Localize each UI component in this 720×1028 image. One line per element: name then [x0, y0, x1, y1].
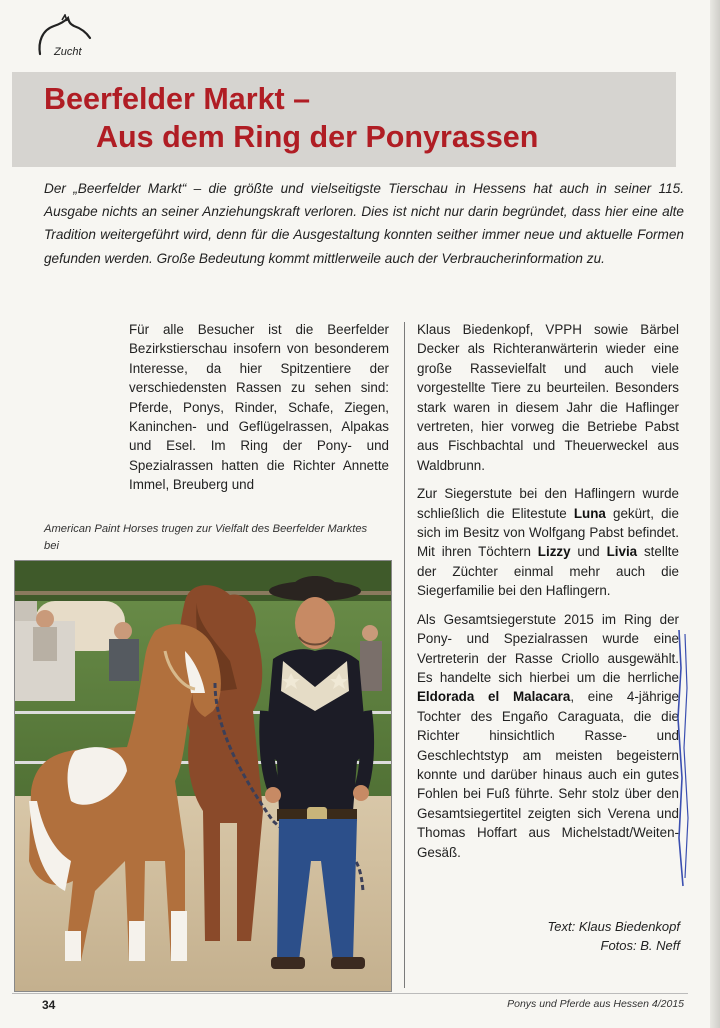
- body-paragraph-left: Für alle Besucher ist die Beerfelder Bezirkstierschau insofern von besonderem Interesse, da hier Spitzentiere der verschiedensten Rassen zu sehen sind: Pferde, Ponys, Rinder, Schafe, Ziegen, Kaninchen- und Geflügelrassen, Alpakas und Esel. Im Ring der Pony- und Spezialrassen hatten die Richter Annette Immel, Breuberg und: [129, 322, 389, 493]
- intro-paragraph: Der „Beerfelder Markt“ – die größte und vielseitigste Tierschau in Hessens hat auch in seiner 115. Ausgabe nichts an seiner Anziehungskraft verloren. Dies ist nicht nur darin begründet, dass hier eine alte Tradition weitergeführt wird, denn für die Ausgestaltung konnten seither immer neue und aktuelle Formen gefunden werden. Große Bedeutung kommt mittlerweile auch der Verbraucherinformation zu.: [44, 181, 684, 266]
- photo-caption: American Paint Horses trugen zur Vielfalt des Beerfelder Marktes bei: [44, 523, 368, 552]
- p3-text-b: , eine 4-jährige Tochter des Engaño Caraguata, die die Richter hinsichtlich Rasse- und Geschlechtstyp am meisten begeistern konnte und darüber hinaus auch ein gutes Fohlen bei Fuß führte. Sehr stolz über den Gesamtsiegertitel zeigten sich Verena und Thomas Hoffart aus Michelstadt/Weiten-Gesäß.: [417, 689, 679, 860]
- page-number: 34: [42, 998, 56, 1012]
- text-credit: Text: Klaus Biedenkopf: [547, 919, 680, 934]
- column-divider: [404, 322, 405, 988]
- title-line-1: Beerfelder Markt –: [44, 82, 311, 116]
- horse-name-livia: Livia: [606, 544, 638, 560]
- horse-name-lizzy: Lizzy: [537, 544, 571, 560]
- title-line-2: Aus dem Ring der Ponyrassen: [96, 120, 539, 154]
- body-paragraph-right-2: [417, 484, 679, 600]
- p2-text-a: Zur Siegerstute bei den Haflingern wurde schließlich die Elitestute: [417, 486, 679, 521]
- section-label: Zucht: [54, 46, 82, 58]
- publication-footer: Ponys und Pferde aus Hessen 4/2015: [507, 998, 684, 1010]
- handwritten-marker-mark: [673, 628, 693, 888]
- photo-credit: Fotos: B. Neff: [600, 938, 680, 953]
- page-edge: [710, 0, 720, 1028]
- horse-name-eldorada: Eldorada el Malacara: [417, 689, 571, 705]
- body-paragraph-right-3: [417, 610, 679, 862]
- p2-text-und: und: [577, 544, 600, 560]
- credits: [440, 917, 680, 955]
- p2-text-b: gekürt, die sich im Besitz von Wolfgang Pabst befindet. Mit ihren Töchtern: [417, 505, 679, 560]
- article-photo: [14, 560, 392, 992]
- p2-text-c: stellte der Züchter einmal mehr auch die Siegerfamilie bei den Haflingern.: [417, 544, 679, 599]
- article-title: [44, 80, 538, 156]
- footer-rule: [12, 993, 688, 994]
- p3-text-a: Als Gesamtsiegerstute 2015 im Ring der Pony- und Spezialrassen wurde eine Vertreterin der Rasse Criollo ausgewählt. Es handelte sich hierbei um die herrliche: [417, 611, 679, 685]
- left-column: [129, 320, 389, 495]
- body-paragraph-right-1: Klaus Biedenkopf, VPPH sowie Bärbel Decker als Richteranwärterin wieder eine große Rassevielfalt und auch viele vorgestellte Tiere zu beurteilen. Besonders stark waren in diesem Jahr die Haflinger vertreten, hier vorweg die Betriebe Pabst aus Fischbachtal und Theuerweckel aus Waldbrunn.: [417, 322, 679, 473]
- horse-name-luna: Luna: [573, 505, 606, 521]
- photo-illustration: [15, 561, 391, 991]
- right-column: [417, 320, 679, 862]
